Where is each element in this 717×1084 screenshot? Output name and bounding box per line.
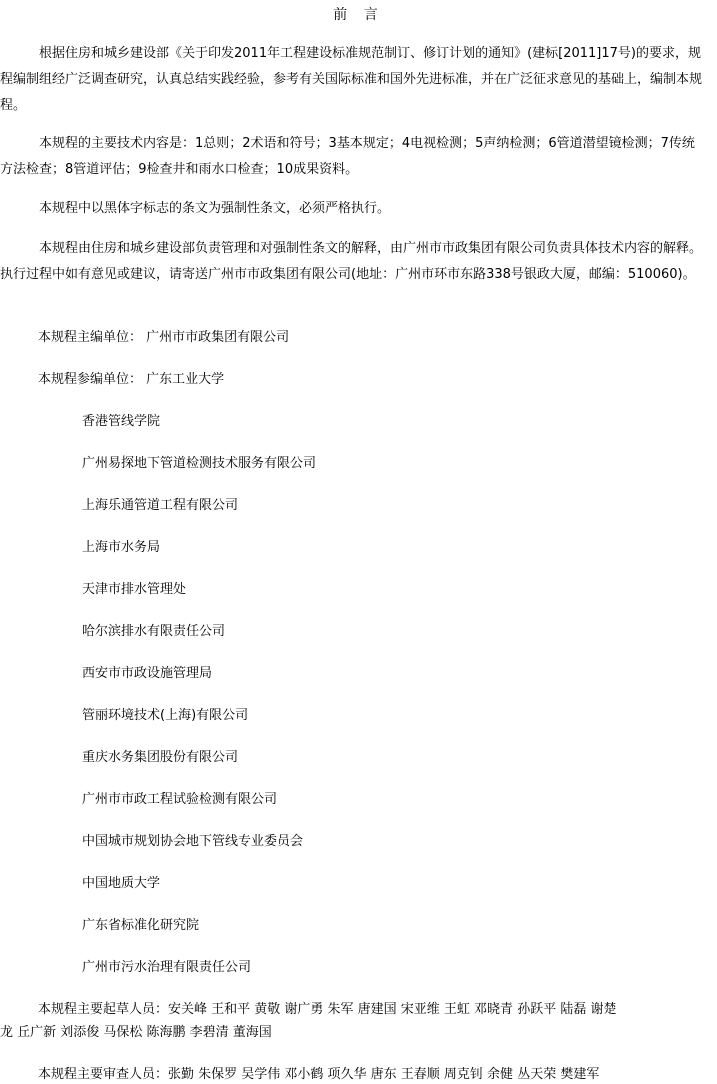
participating-unit-item: 广州易探地下管道检测技术服务有限公司 [82,456,317,471]
paragraph-mandatory-provisions: 本规程中以黑体字标志的条文为强制性条文，必须严格执行。 [39,201,391,216]
paragraph-basis: 根据住房和城乡建设部《关于印发2011年工程建设标准规范制订、修订计划的通知》(建标[2011]17号)的要求，规程编制组经广泛调查研究，认真总结实践经验，参考有关国际标准和国外先进标准，并在广泛征求意见的基础上，编制本规程。 [0,46,703,113]
participating-unit-item: 中国城市规划协会地下管线专业委员会 [82,834,304,849]
participating-unit-item: 香港管线学院 [82,414,161,429]
paragraph-management: 本规程由住房和城乡建设部负责管理和对强制性条文的解释，由广州市市政集团有限公司负责具体技术内容的解释。执行过程中如有意见或建议，请寄送广州市市政集团有限公司(地址：广州市环市东路338号银政大厦，邮编：510060)。 [0,241,703,282]
participating-unit-item: 上海乐通管道工程有限公司 [82,498,239,513]
participating-unit-line: 本规程参编单位： 广东工业大学 [38,372,225,387]
chief-unit-line: 本规程主编单位： 广州市市政集团有限公司 [38,330,290,345]
drafters-line-continued: 龙 丘广新 刘添俊 马保松 陈海鹏 李碧清 董海国 [0,1025,272,1040]
reviewers-line: 本规程主要审查人员：张勤 朱保罗 吴学伟 邓小鹤 项久华 唐东 王春顺 周克钊 余健 丛天荣 樊建军 [38,1067,600,1082]
paragraph-technical-content: 本规程的主要技术内容是：1总则；2术语和符号；3基本规定；4电视检测；5声纳检测；6管道潜望镜检测；7传统方法检查；8管道评估；9检查井和雨水口检查；10成果资料。 [0,136,695,177]
participating-unit-item: 西安市市政设施管理局 [82,666,213,681]
participating-unit-item: 天津市排水管理处 [82,582,187,597]
participating-unit-item: 管丽环境技术(上海)有限公司 [82,708,249,723]
participating-unit-item: 哈尔滨排水有限责任公司 [82,624,226,639]
drafters-line: 本规程主要起草人员：安关峰 王和平 黄敬 谢广勇 朱军 唐建国 宋亚维 王虹 邓晓青 孙跃平 陆磊 谢楚 [38,1002,617,1017]
participating-unit-item: 上海市水务局 [82,540,161,555]
participating-unit-item: 中国地质大学 [82,876,161,891]
participating-unit-item: 广州市市政工程试验检测有限公司 [82,792,278,807]
participating-unit-item: 广东省标准化研究院 [82,918,200,933]
participating-unit-item: 广州市污水治理有限责任公司 [82,960,252,975]
document-title: 前 言 [333,7,384,23]
participating-unit-item: 重庆水务集团股份有限公司 [82,750,239,765]
